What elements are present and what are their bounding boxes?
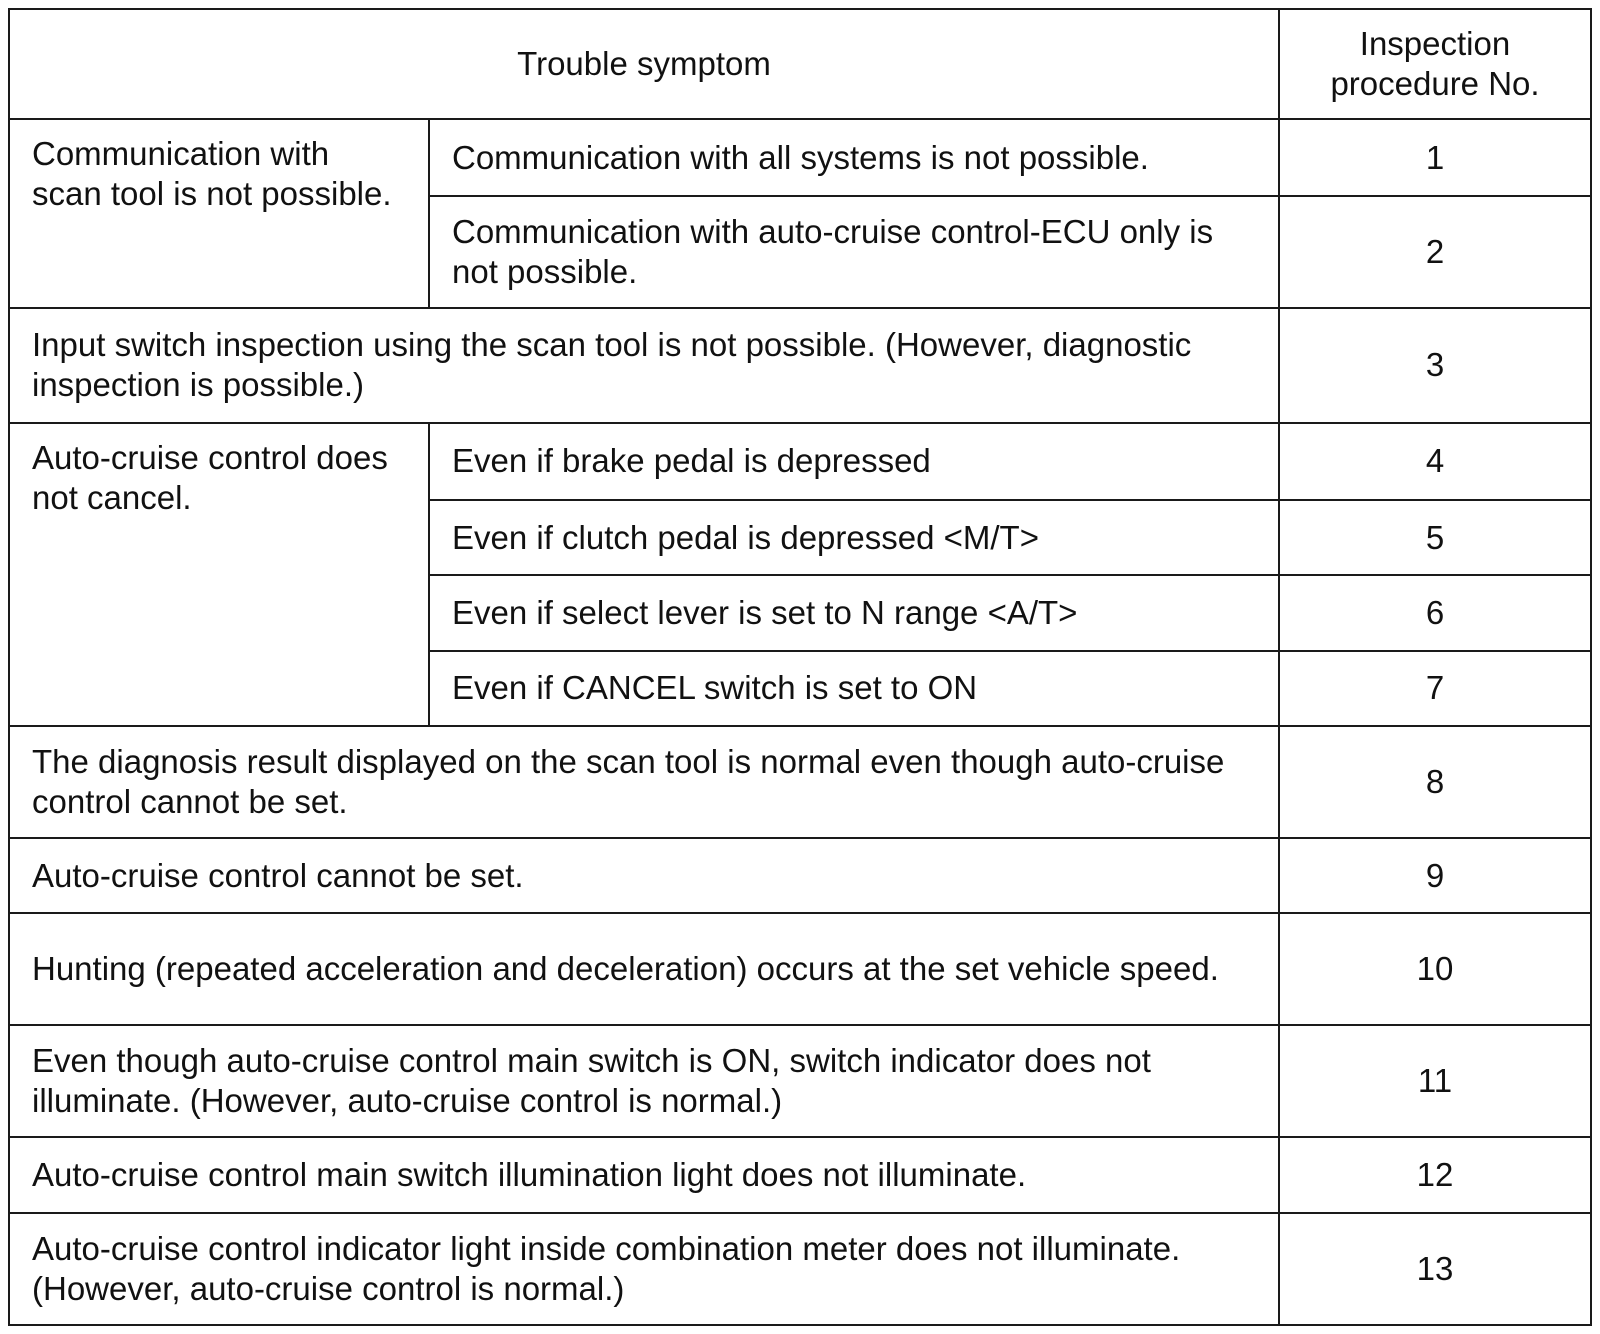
row-procedure-number: 2 <box>1279 196 1591 308</box>
table-row <box>9 1137 1591 1212</box>
row-symptom: Even if brake pedal is depressed <box>429 423 1279 500</box>
row-symptom: Hunting (repeated acceleration and deceleration) occurs at the set vehicle speed. <box>9 913 1279 1025</box>
row-procedure-number: 12 <box>1279 1137 1591 1212</box>
row-procedure-number: 13 <box>1279 1213 1591 1325</box>
row-symptom: Even if clutch pedal is depressed <M/T> <box>429 500 1279 575</box>
table-row <box>9 838 1591 913</box>
row-symptom: Even though auto-cruise control main switch is ON, switch indicator does not illuminate. (However, auto-cruise control is normal.) <box>9 1025 1279 1137</box>
row-symptom: Auto-cruise control main switch illumination light does not illuminate. <box>9 1137 1279 1212</box>
row-symptom: Auto-cruise control cannot be set. <box>9 838 1279 913</box>
row-symptom: Even if CANCEL switch is set to ON <box>429 651 1279 726</box>
row-symptom: Communication with auto-cruise control-ECU only is not possible. <box>429 196 1279 308</box>
row-procedure-number: 7 <box>1279 651 1591 726</box>
table-row <box>9 308 1591 422</box>
row-procedure-number: 1 <box>1279 119 1591 196</box>
table-row <box>9 1213 1591 1325</box>
row-procedure-number: 10 <box>1279 913 1591 1025</box>
table-row <box>9 913 1591 1025</box>
row-procedure-number: 5 <box>1279 500 1591 575</box>
trouble-symptom-table-container <box>8 8 1590 1326</box>
row-symptom: Communication with all systems is not possible. <box>429 119 1279 196</box>
table-row <box>9 119 1591 196</box>
row-procedure-number: 9 <box>1279 838 1591 913</box>
row-procedure-number: 6 <box>1279 575 1591 650</box>
table-header-row <box>9 9 1591 119</box>
header-inspection-procedure: Inspection procedure No. <box>1279 9 1591 119</box>
header-trouble-symptom: Trouble symptom <box>9 9 1279 119</box>
row-group-cancel: Auto-cruise control does not cancel. <box>9 423 429 726</box>
row-group-communication: Communication with scan tool is not possible. <box>9 119 429 308</box>
row-procedure-number: 4 <box>1279 423 1591 500</box>
row-procedure-number: 3 <box>1279 308 1591 422</box>
trouble-symptom-table <box>8 8 1592 1326</box>
row-procedure-number: 8 <box>1279 726 1591 838</box>
row-symptom: Auto-cruise control indicator light inside combination meter does not illuminate. (However, auto-cruise control is normal.) <box>9 1213 1279 1325</box>
table-row <box>9 423 1591 500</box>
row-procedure-number: 11 <box>1279 1025 1591 1137</box>
table-row <box>9 726 1591 838</box>
table-row <box>9 1025 1591 1137</box>
row-symptom: Even if select lever is set to N range <A/T> <box>429 575 1279 650</box>
row-symptom: Input switch inspection using the scan tool is not possible. (However, diagnostic inspection is possible.) <box>9 308 1279 422</box>
row-symptom: The diagnosis result displayed on the scan tool is normal even though auto-cruise control cannot be set. <box>9 726 1279 838</box>
